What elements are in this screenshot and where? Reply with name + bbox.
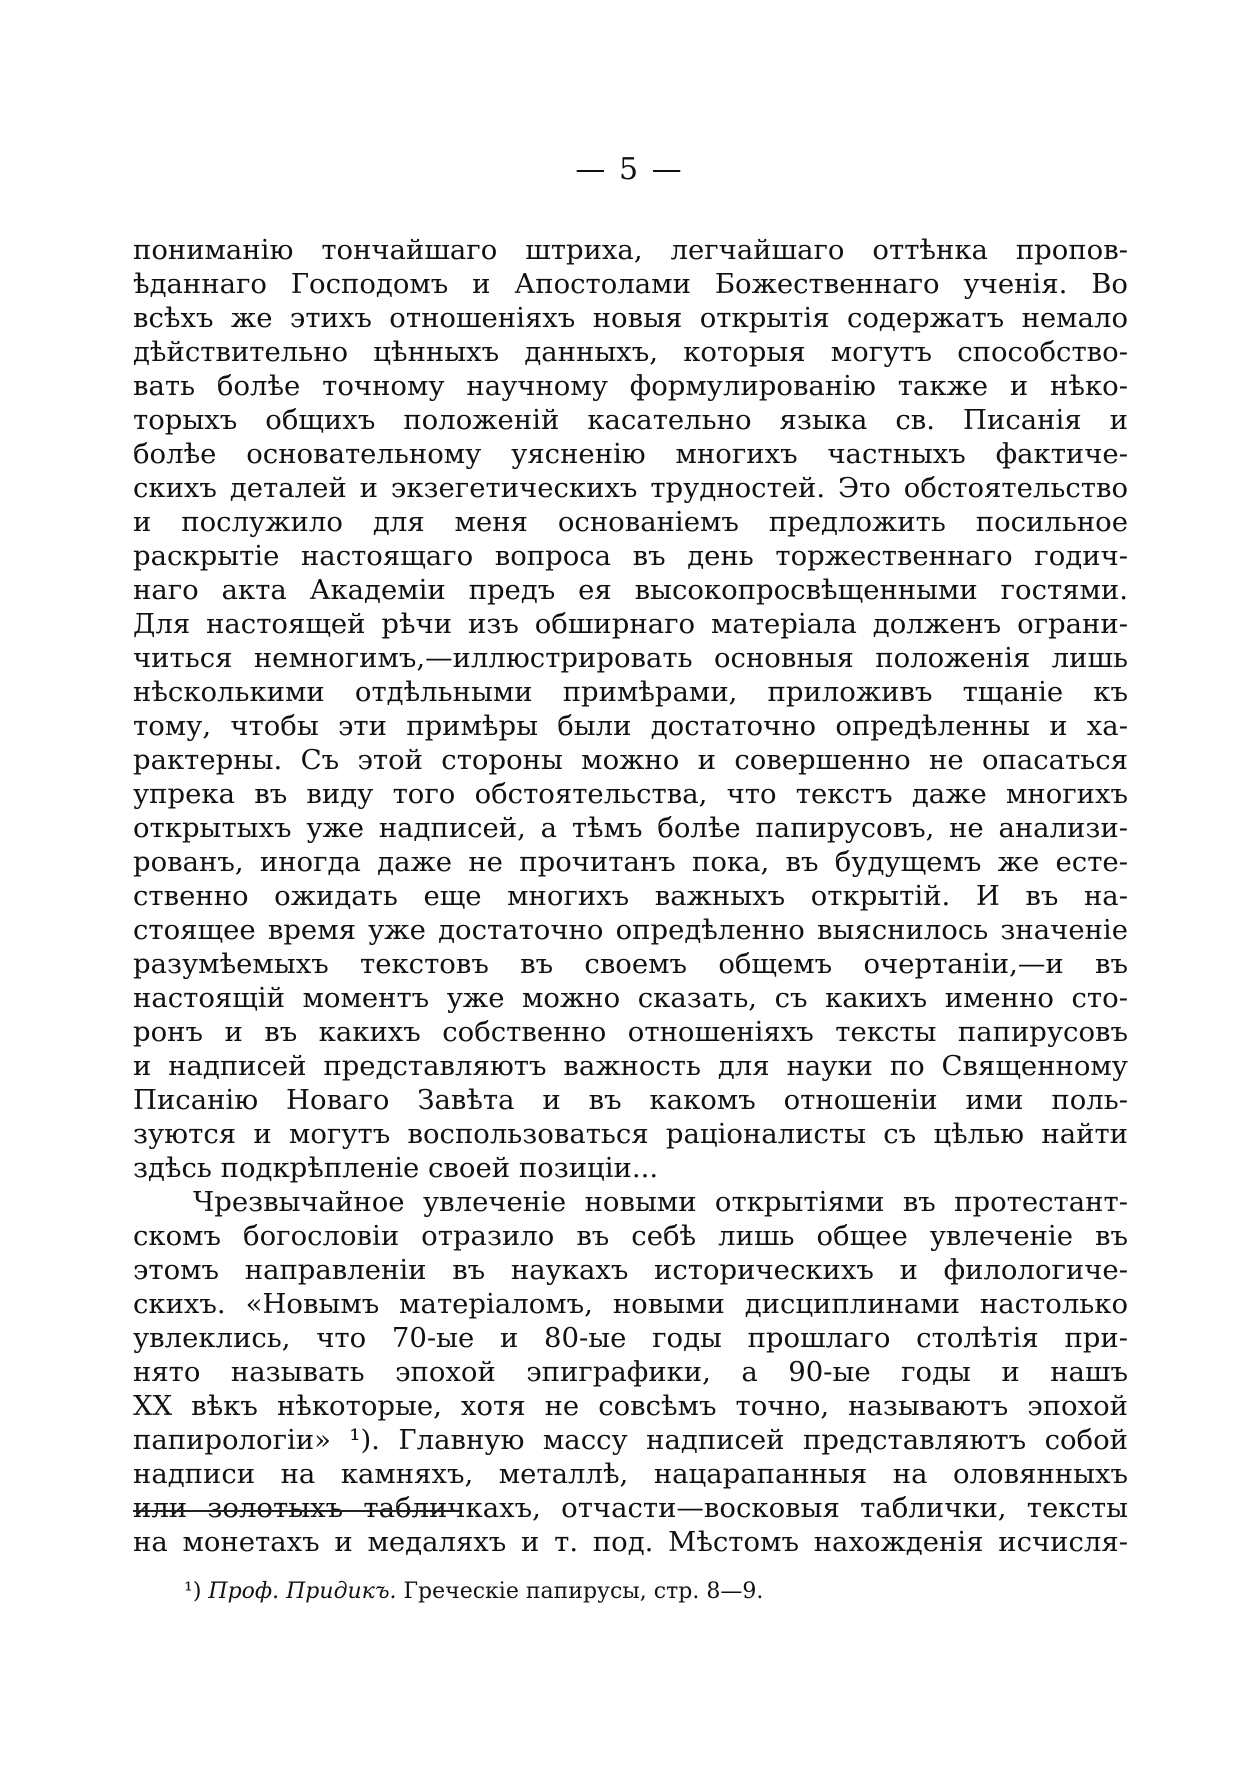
text-line: наго акта Академіи предъ ея высокопросвѣщенными гостями. bbox=[133, 574, 1128, 606]
page-number: — 5 — bbox=[575, 152, 684, 187]
text-line: пониманію тончайшаго штриха, легчайшаго оттѣнка пропов- bbox=[133, 234, 1128, 266]
text-line: здѣсь подкрѣпленіе своей позиціи... bbox=[133, 1152, 659, 1184]
text-line: стоящее время уже достаточно опредѣленно выяснилось значеніе bbox=[133, 914, 1128, 946]
text-line: Для настоящей рѣчи изъ обширнаго матеріала долженъ ограни- bbox=[133, 608, 1128, 640]
text-line: скихъ. «Новымъ матеріаломъ, новыми дисциплинами настолько bbox=[133, 1288, 1128, 1320]
text-line: ѣданнаго Господомъ и Апостолами Божественнаго ученія. Во bbox=[133, 268, 1128, 300]
text-line: XX вѣкъ нѣкоторые, хотя не совсѣмъ точно, называютъ эпохой bbox=[133, 1390, 1128, 1422]
text-line: скихъ деталей и экзегетическихъ трудностей. Это обстоятельство bbox=[133, 472, 1128, 504]
text-line: нѣсколькими отдѣльными примѣрами, приложивъ тщаніе къ bbox=[133, 676, 1128, 708]
text-line: и послужило для меня основаніемъ предложить посильное bbox=[133, 506, 1128, 538]
text-line: всѣхъ же этихъ отношеніяхъ новыя открытія содержатъ немало bbox=[133, 302, 1128, 334]
footnote bbox=[184, 1577, 763, 1607]
text-line: открытыхъ уже надписей, а тѣмъ болѣе папирусовъ, не анализи- bbox=[133, 812, 1128, 844]
text-line: настоящій моментъ уже можно сказать, съ какихъ именно сто- bbox=[133, 982, 1128, 1014]
text-line: рованъ, иногда даже не прочитанъ пока, въ будущемъ же есте- bbox=[133, 846, 1128, 878]
text-line: зуются и могутъ воспользоваться раціоналисты съ цѣлью найти bbox=[133, 1118, 1128, 1150]
text-line: и надписей представляютъ важность для науки по Священному bbox=[133, 1050, 1128, 1082]
body-text bbox=[133, 233, 1128, 1559]
footnote-marker: ¹) bbox=[184, 1579, 202, 1604]
text-line: ственно ожидать еще многихъ важныхъ открытій. И въ на- bbox=[133, 880, 1128, 912]
text-line: скомъ богословіи отразило въ себѣ лишь общее увлеченіе въ bbox=[133, 1220, 1128, 1252]
text-line: надписи на камняхъ, металлѣ, нацарапанныя на оловянныхъ bbox=[133, 1458, 1128, 1490]
text-line: этомъ направленіи въ наукахъ историческихъ и филологиче- bbox=[133, 1254, 1128, 1286]
text-line: читься немногимъ,—иллюстрировать основныя положенія лишь bbox=[133, 642, 1128, 674]
text-line: дѣйствительно цѣнныхъ данныхъ, которыя могутъ способство- bbox=[133, 336, 1128, 368]
text-line: болѣе основательному уясненію многихъ частныхъ фактиче- bbox=[133, 438, 1128, 470]
text-line: раскрытіе настоящаго вопроса въ день торжественнаго годич- bbox=[133, 540, 1128, 572]
text-line: на монетахъ и медаляхъ и т. под. Мѣстомъ нахожденія исчисля- bbox=[133, 1526, 1128, 1558]
text-line: увлеклись, что 70-ые и 80-ые годы прошлаго столѣтія при- bbox=[133, 1322, 1128, 1354]
text-line: ронъ и въ какихъ собственно отношеніяхъ тексты папирусовъ bbox=[133, 1016, 1128, 1048]
text-line: упрека въ виду того обстоятельства, что текстъ даже многихъ bbox=[133, 778, 1128, 810]
text-line: нято называть эпохой эпиграфики, а 90-ые годы и нашъ bbox=[133, 1356, 1128, 1388]
text-line: Чрезвычайное увлеченіе новыми открытіями въ протестант- bbox=[193, 1186, 1128, 1218]
text-line: Писанію Новаго Завѣта и въ какомъ отношеніи ими поль- bbox=[133, 1084, 1128, 1116]
footnote-text: Греческіе папирусы, стр. 8—9. bbox=[403, 1579, 764, 1604]
footnote-author: Проф. Придикъ. bbox=[208, 1579, 397, 1604]
text-line: тому, чтобы эти примѣры были достаточно опредѣленны и ха- bbox=[133, 710, 1128, 742]
text-line: или золотыхъ табличкахъ, отчасти—восковыя таблички, тексты bbox=[133, 1492, 1128, 1524]
text-line: вать болѣе точному научному формулированію также и нѣко- bbox=[133, 370, 1128, 402]
text-line: торыхъ общихъ положеній касательно языка св. Писанія и bbox=[133, 404, 1128, 436]
text-line: папирологіи» ¹). Главную массу надписей представляютъ собой bbox=[133, 1424, 1128, 1456]
text-line: разумѣемыхъ текстовъ въ своемъ общемъ очертаніи,—и въ bbox=[133, 948, 1128, 980]
text-line: рактерны. Съ этой стороны можно и совершенно не опасаться bbox=[133, 744, 1128, 776]
footnote-divider bbox=[133, 1510, 461, 1512]
